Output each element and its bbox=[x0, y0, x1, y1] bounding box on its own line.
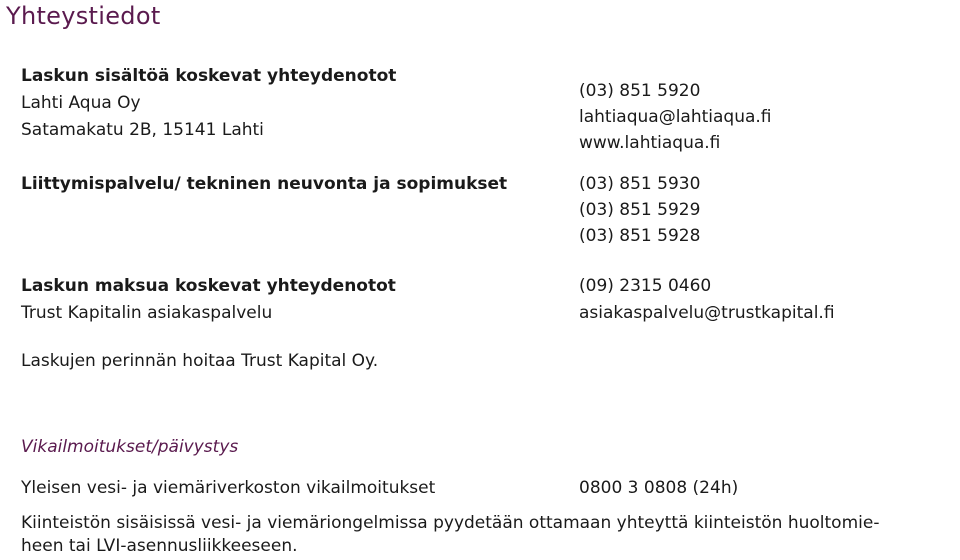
page-title: Yhteystiedot bbox=[6, 2, 161, 30]
property-note-line1: Kiinteistön sisäisissä vesi- ja viemäriongelmissa pyydetään ottamaan yhteyttä kiinteistön huoltomie- bbox=[21, 513, 880, 533]
collection-note: Laskujen perinnän hoitaa Trust Kapital Oy. bbox=[21, 351, 379, 371]
connection-phone-2: (03) 851 5929 bbox=[579, 200, 701, 220]
property-note-line2: heen tai LVI-asennusliikkeeseen. bbox=[21, 536, 298, 556]
connection-phone-1: (03) 851 5930 bbox=[579, 174, 701, 194]
network-fault-phone: 0800 3 0808 (24h) bbox=[579, 478, 739, 498]
connection-service-heading: Liittymispalvelu/ tekninen neuvonta ja sopimukset bbox=[21, 174, 508, 194]
billing-company: Lahti Aqua Oy bbox=[21, 93, 141, 113]
payment-email-link[interactable]: asiakaspalvelu@trustkapital.fi bbox=[579, 303, 835, 323]
billing-web-link[interactable]: www.lahtiaqua.fi bbox=[579, 133, 721, 153]
connection-phone-3: (03) 851 5928 bbox=[579, 226, 701, 246]
network-fault-label: Yleisen vesi- ja viemäriverkoston vikailmoitukset bbox=[21, 478, 436, 498]
billing-email-link[interactable]: lahtiaqua@lahtiaqua.fi bbox=[579, 107, 772, 127]
payment-phone: (09) 2315 0460 bbox=[579, 276, 712, 296]
payment-heading: Laskun maksua koskevat yhteydenotot bbox=[21, 276, 396, 296]
faults-heading: Vikailmoitukset/päivystys bbox=[21, 437, 239, 457]
billing-content-heading: Laskun sisältöä koskevat yhteydenotot bbox=[21, 66, 397, 86]
billing-phone: (03) 851 5920 bbox=[579, 81, 701, 101]
payment-provider: Trust Kapitalin asiakaspalvelu bbox=[21, 303, 273, 323]
billing-address: Satamakatu 2B, 15141 Lahti bbox=[21, 120, 264, 140]
